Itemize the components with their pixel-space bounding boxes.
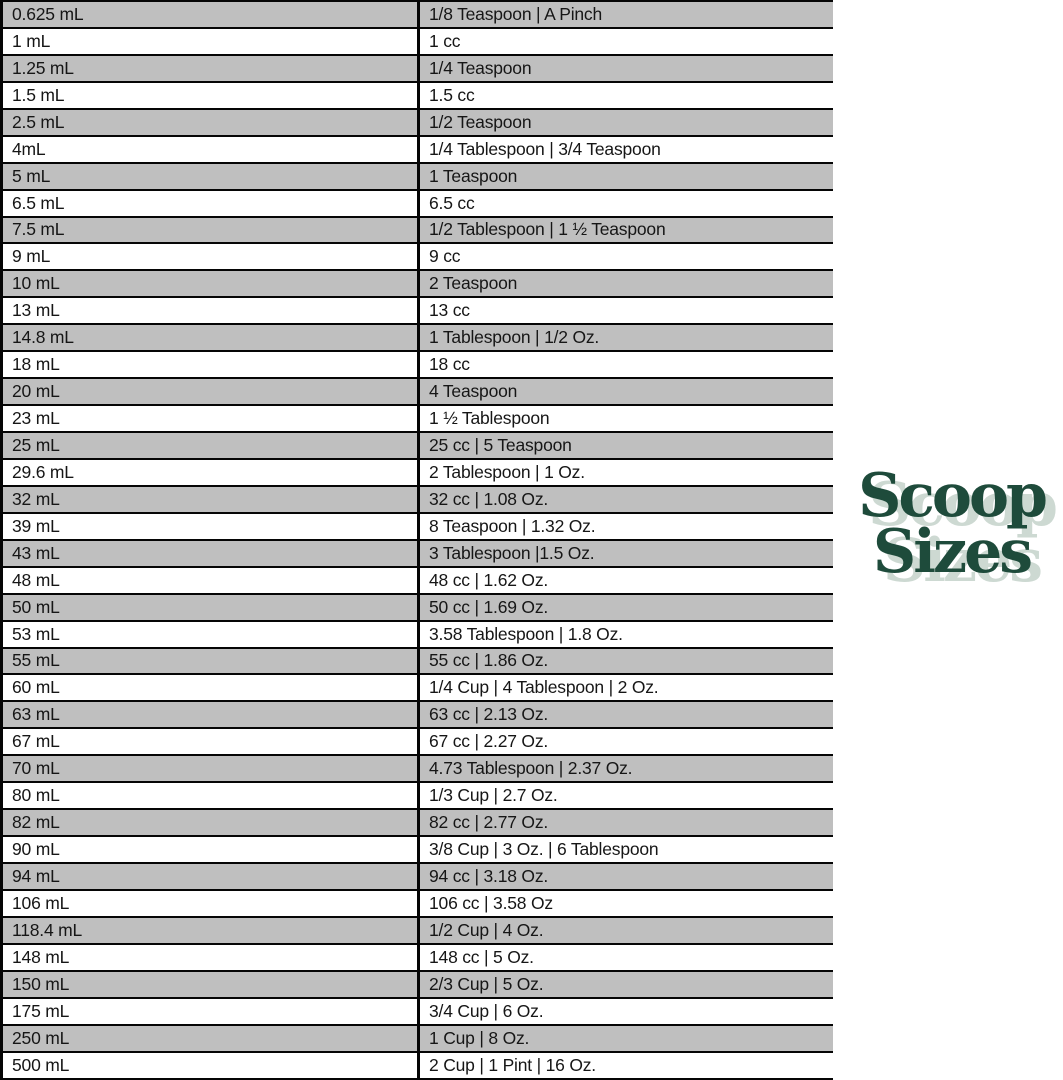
conversion-cell: 1 Tablespoon | 1/2 Oz. [429,327,600,348]
conversion-cell: 1/8 Teaspoon | A Pinch [429,3,603,24]
ml-cell: 148 mL [3,945,420,970]
ml-cell: 14.8 mL [3,325,420,350]
ml-cell: 25 mL [3,433,420,458]
ml-cell: 80 mL [3,783,420,808]
ml-cell: 118.4 mL [3,918,420,943]
conversion-cell: 9 cc [429,246,461,267]
table-row [3,837,833,864]
conversion-cell: 1 Teaspoon [429,165,518,186]
ml-cell: 43 mL [3,541,420,566]
ml-cell: 6.5 mL [3,191,420,216]
conversion-cell: 94 cc | 3.18 Oz. [429,865,549,886]
conversion-cell: 106 cc | 3.58 Oz [429,892,553,913]
ml-cell: 1.25 mL [3,56,420,81]
table-row [3,137,833,164]
table-row [3,56,833,83]
ml-cell: 55 mL [3,649,420,674]
table-row [3,433,833,460]
ml-cell: 13 mL [3,298,420,323]
table-row [3,1026,833,1053]
conversion-cell: 3/4 Cup | 6 Oz. [429,1000,544,1021]
ml-cell: 1 mL [3,29,420,54]
conversion-cell: 3 Tablespoon |1.5 Oz. [429,542,595,563]
ml-cell: 29.6 mL [3,460,420,485]
ml-cell: 9 mL [3,244,420,269]
table-row [3,2,833,29]
conversion-cell: 4.73 Tablespoon | 2.37 Oz. [429,758,633,779]
ml-cell: 10 mL [3,271,420,296]
table-row [3,622,833,649]
scoop-sizes-logo [840,461,1063,588]
table-row [3,218,833,245]
ml-cell: 60 mL [3,675,420,700]
ml-cell: 175 mL [3,999,420,1024]
ml-cell: 90 mL [3,837,420,862]
ml-cell: 4mL [3,137,420,162]
conversion-cell: 1/4 Teaspoon [429,57,532,78]
ml-cell: 53 mL [3,622,420,647]
conversion-cell: 2 Teaspoon [429,273,518,294]
ml-cell: 50 mL [3,595,420,620]
table-row [3,379,833,406]
table-row [3,595,833,622]
table-row [3,972,833,999]
table-row [3,945,833,972]
conversion-cell: 48 cc | 1.62 Oz. [429,569,549,590]
table-row [3,271,833,298]
table-row [3,29,833,56]
conversion-cell: 2/3 Cup | 5 Oz. [429,973,544,994]
conversion-cell: 3/8 Cup | 3 Oz. | 6 Tablespoon [429,839,659,860]
conversion-cell: 2 Cup | 1 Pint | 16 Oz. [429,1054,596,1075]
conversion-cell: 67 cc | 2.27 Oz. [429,731,549,752]
conversion-cell: 63 cc | 2.13 Oz. [429,704,549,725]
table-row [3,83,833,110]
conversion-cell: 8 Teaspoon | 1.32 Oz. [429,515,596,536]
conversion-cell: 1/2 Tablespoon | 1 ½ Teaspoon [429,219,666,240]
ml-cell: 23 mL [3,406,420,431]
conversion-cell: 3.58 Tablespoon | 1.8 Oz. [429,623,623,644]
table-row [3,729,833,756]
table-row [3,702,833,729]
table-row [3,1053,833,1080]
ml-cell: 39 mL [3,514,420,539]
table-row [3,756,833,783]
conversion-cell: 82 cc | 2.77 Oz. [429,812,549,833]
conversion-cell: 13 cc [429,300,470,321]
table-row [3,244,833,271]
table-row [3,325,833,352]
table-row [3,783,833,810]
conversion-cell: 4 Teaspoon [429,381,518,402]
conversion-cell: 2 Tablespoon | 1 Oz. [429,461,585,482]
ml-cell: 500 mL [3,1053,420,1078]
conversion-cell: 1 ½ Tablespoon [429,408,550,429]
ml-cell: 150 mL [3,972,420,997]
ml-cell: 67 mL [3,729,420,754]
ml-cell: 106 mL [3,891,420,916]
table-row [3,298,833,325]
conversion-cell: 1/4 Cup | 4 Tablespoon | 2 Oz. [429,677,659,698]
table-row [3,541,833,568]
conversion-cell: 1/2 Cup | 4 Oz. [429,919,544,940]
conversion-cell: 1/3 Cup | 2.7 Oz. [429,785,558,806]
ml-cell: 70 mL [3,756,420,781]
conversion-cell: 1 cc [429,30,461,51]
ml-cell: 63 mL [3,702,420,727]
conversion-cell: 32 cc | 1.08 Oz. [429,488,549,509]
table-row [3,675,833,702]
table-row [3,164,833,191]
table-row [3,406,833,433]
logo-line-scoop: Scoop [858,461,1045,531]
table-row [3,810,833,837]
logo-line-sizes: Sizes [872,517,1031,588]
ml-cell: 5 mL [3,164,420,189]
ml-cell: 20 mL [3,379,420,404]
table-row [3,649,833,676]
table-row [3,514,833,541]
table-row [3,352,833,379]
ml-cell: 48 mL [3,568,420,593]
conversion-cell: 1/4 Tablespoon | 3/4 Teaspoon [429,138,661,159]
ml-cell: 2.5 mL [3,110,420,135]
ml-cell: 250 mL [3,1026,420,1051]
table-row [3,918,833,945]
conversion-cell: 1 Cup | 8 Oz. [429,1027,530,1048]
conversion-cell: 50 cc | 1.69 Oz. [429,596,549,617]
conversion-cell: 25 cc | 5 Teaspoon [429,434,572,455]
conversion-cell: 148 cc | 5 Oz. [429,946,534,967]
ml-cell: 7.5 mL [3,218,420,243]
ml-cell: 32 mL [3,487,420,512]
ml-cell: 82 mL [3,810,420,835]
table-row [3,460,833,487]
ml-cell: 1.5 mL [3,83,420,108]
table-row [3,487,833,514]
conversion-cell: 1.5 cc [429,84,475,105]
ml-cell: 18 mL [3,352,420,377]
ml-cell: 0.625 mL [3,2,420,27]
conversion-cell: 1/2 Teaspoon [429,111,532,132]
ml-cell: 94 mL [3,864,420,889]
table-row [3,568,833,595]
conversion-cell: 55 cc | 1.86 Oz. [429,650,549,671]
table-row [3,191,833,218]
table-row [3,891,833,918]
conversion-cell: 18 cc [429,354,470,375]
table-row [3,999,833,1026]
table-row [3,864,833,891]
conversion-cell: 6.5 cc [429,192,475,213]
table-row [3,110,833,137]
